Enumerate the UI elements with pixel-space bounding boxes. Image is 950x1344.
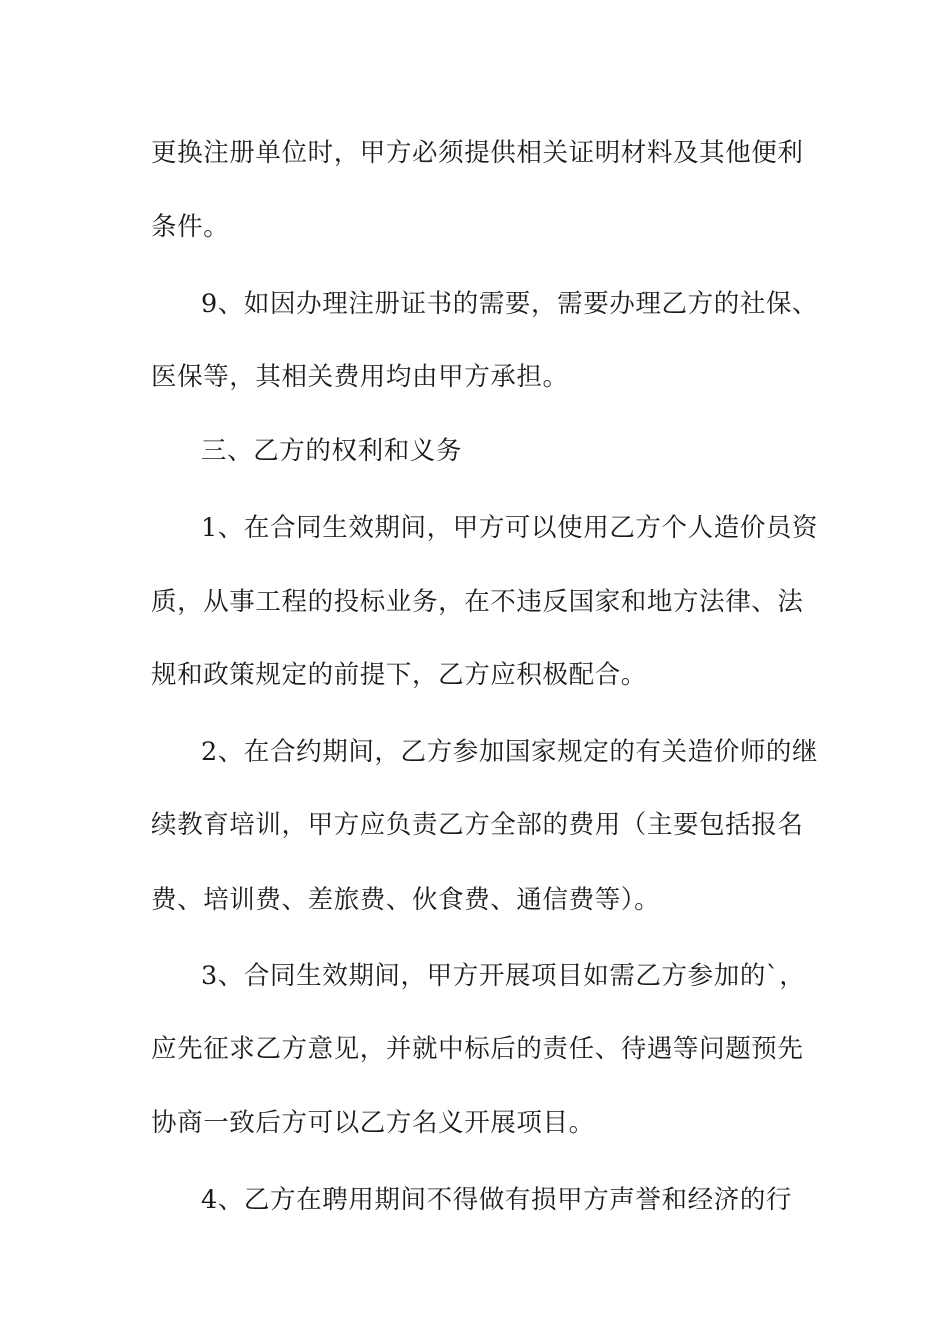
text-line-continuation: 医保等，其相关费用均由甲方承担。 — [151, 362, 569, 392]
text-line-continuation: 协商一致后方可以乙方名义开展项目。 — [151, 1108, 595, 1138]
clause-1: 1、在合同生效期间，甲方可以使用乙方个人造价员资 — [201, 513, 819, 543]
text-line-continuation: 质，从事工程的投标业务，在不违反国家和地方法律、法 — [151, 587, 804, 617]
text-line-continuation: 续教育培训，甲方应负责乙方全部的费用（主要包括报名 — [151, 810, 804, 840]
text-line-continuation: 规和政策规定的前提下，乙方应积极配合。 — [151, 660, 647, 690]
text-line-continuation: 更换注册单位时，甲方必须提供相关证明材料及其他便利 — [151, 138, 804, 168]
text-line-continuation: 应先征求乙方意见，并就中标后的责任、待遇等问题预先 — [151, 1034, 804, 1064]
clause-9: 9、如因办理注册证书的需要，需要办理乙方的社保、 — [201, 289, 819, 319]
clause-2: 2、在合约期间，乙方参加国家规定的有关造价师的继 — [201, 737, 819, 767]
clause-3: 3、合同生效期间，甲方开展项目如需乙方参加的`， — [201, 961, 806, 991]
clause-4: 4、乙方在聘用期间不得做有损甲方声誉和经济的行 — [201, 1185, 793, 1215]
text-line-continuation: 费、培训费、差旅费、伙食费、通信费等）。 — [151, 885, 661, 915]
text-line-continuation: 条件。 — [151, 212, 230, 242]
section-heading: 三、乙方的权利和义务 — [201, 436, 463, 466]
